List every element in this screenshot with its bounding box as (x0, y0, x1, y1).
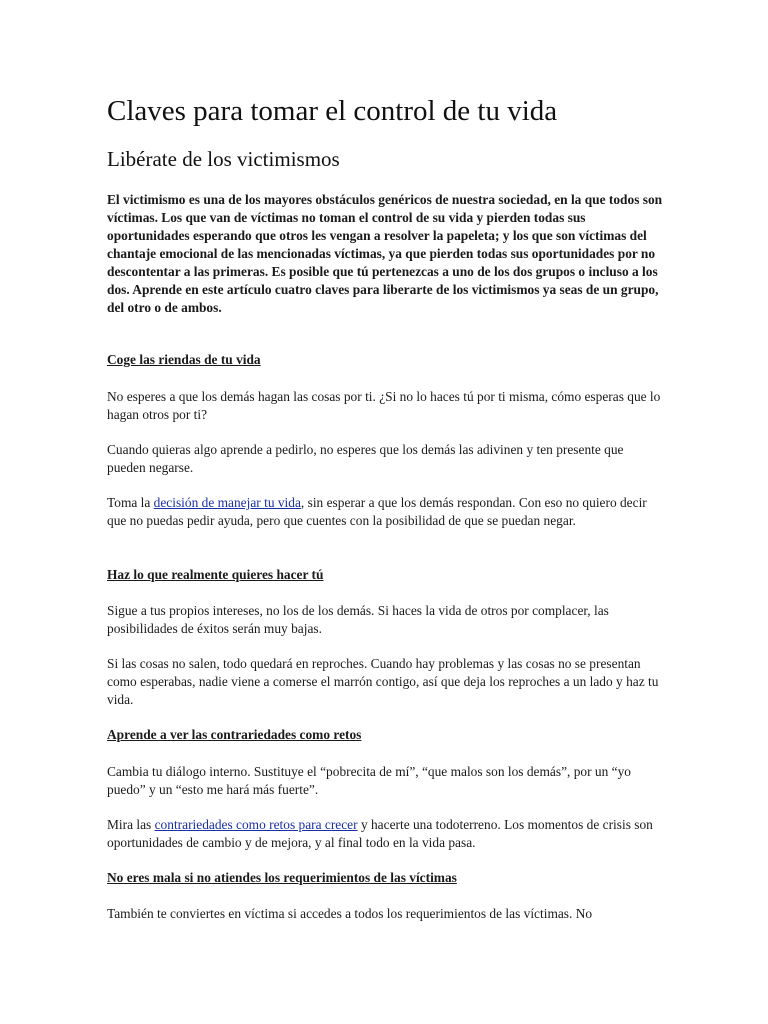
section1-paragraph-3 (107, 494, 663, 530)
section3-paragraph-2-tail: y hacerte una todoterreno. Los momentos de crisis son oportunidades de cambio y de mejora, y al final todo en la vida pasa. (107, 817, 653, 850)
section-heading-haz-lo-que-quieres: Haz lo que realmente quieres hacer tú (107, 567, 324, 582)
section4-paragraph-1: También te conviertes en víctima si accedes a todos los requerimientos de las víctimas. No (107, 906, 593, 921)
section2-paragraph-1: Sigue a tus propios intereses, no los de los demás. Si haces la vida de otros por complacer, las posibilidades de éxitos serán muy bajas. (107, 603, 609, 636)
page-title: Claves para tomar el control de tu vida (107, 95, 558, 127)
section-heading-riendas: Coge las riendas de tu vida (107, 352, 261, 367)
intro-paragraph: El victimismo es una de los mayores obstáculos genéricos de nuestra sociedad, en la que todos son víctimas. Los que van de víctimas no toman el control de su vida y pierden todas sus oportunidades esperando que otros les vengan a resolver la papeleta; y los que son víctimas del chantaje emocional de las mencionadas víctimas, ya que pierden todas sus oportunidades por no descontentar a las primeras. Es posible que tú pertenezcas a uno de los dos grupos o incluso a los dos. Aprende en este artículo cuatro claves para liberarte de los victimismos ya seas de un grupo, del otro o de ambos. (107, 192, 663, 315)
section1-paragraph-2: Cuando quieras algo aprende a pedirlo, no esperes que los demás las adivinen y ten presente que pueden negarse. (107, 442, 624, 475)
section1-paragraph-3-tail: , sin esperar a que los demás respondan. Con eso no quiero decir que no puedas pedir ayuda, pero que cuentes con la posibilidad de que se puedan negar. (107, 495, 647, 528)
section2-paragraph-2: Si las cosas no salen, todo quedará en reproches. Cuando hay problemas y las cosas no se presentan como esperabas, nadie viene a comerse el marrón contigo, así que deja los reproches a un lado y haz tu vida. (107, 656, 659, 707)
link-decision-manejar-vida[interactable]: decisión de manejar tu vida (153, 495, 301, 510)
section3-paragraph-2-lead: Mira las (107, 817, 155, 832)
section3-paragraph-2 (107, 816, 663, 852)
page-subtitle: Libérate de los victimismos (107, 147, 340, 171)
section-heading-no-eres-mala: No eres mala si no atiendes los requerimientos de las víctimas (107, 870, 457, 885)
link-contrariedades-retos[interactable]: contrariedades como retos para crecer (154, 817, 358, 832)
section-heading-contrariedades: Aprende a ver las contrariedades como retos (107, 727, 362, 742)
section1-paragraph-1: No esperes a que los demás hagan las cosas por ti. ¿Si no lo haces tú por ti misma, cómo esperas que lo hagan otros por ti? (107, 389, 661, 422)
section3-paragraph-1: Cambia tu diálogo interno. Sustituye el “pobrecita de mí”, “que malos son los demás”, por un “yo puedo” y un “esto me hará más fuerte”. (107, 764, 631, 797)
section1-paragraph-3-lead: Toma la (107, 495, 154, 510)
